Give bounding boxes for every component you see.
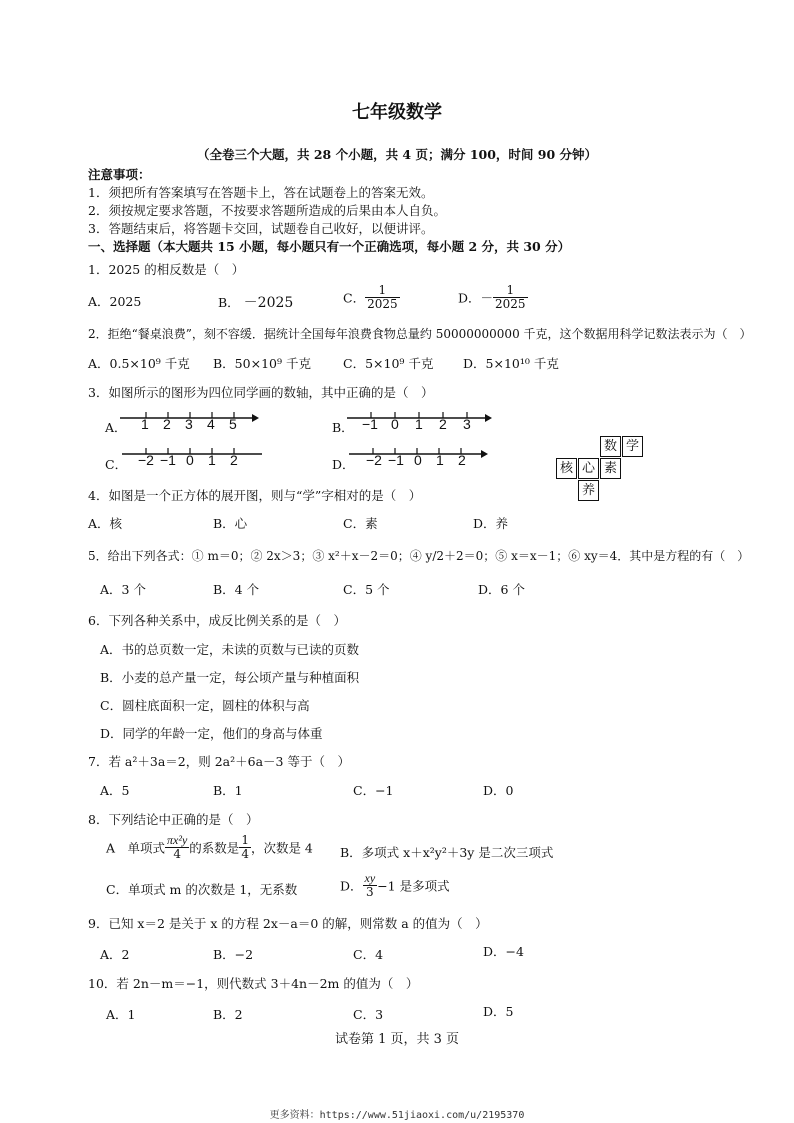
cube-face: 养	[578, 480, 599, 501]
q4-option-c: C．素	[343, 516, 378, 531]
q9-option-c: C．4	[353, 947, 384, 962]
q10-option-a: A．1	[106, 1007, 136, 1022]
question-8-stem: 8．下列结论中正确的是（ ）	[88, 812, 259, 827]
q8-option-b: B．多项式 x＋x²y²＋3y 是二次三项式	[340, 845, 554, 860]
q10-option-d: D．5	[483, 1004, 514, 1019]
cube-face: 素	[600, 458, 621, 479]
number-line-d-tick: 0	[414, 452, 422, 468]
cube-face: 学	[622, 436, 643, 457]
notice-item: 1．须把所有答案填写在答题卡上，答在试题卷上的答案无效。	[88, 185, 434, 200]
q9-option-b: B．−2	[213, 947, 254, 962]
q9-option-a: A．2	[100, 947, 130, 962]
cube-face: 心	[578, 458, 599, 479]
q4-option-d: D．养	[473, 516, 509, 531]
question-9-stem: 9．已知 x＝2 是关于 x 的方程 2x－a＝0 的解，则常数 a 的值为（ ）	[88, 916, 488, 931]
q8-option-d: D． $\frac{xy}{3}$ −1 是多项式	[340, 871, 450, 899]
q1-option-d: D．－ $\frac{1}{2025}$	[458, 283, 526, 311]
q4-option-a: A．核	[88, 516, 123, 531]
number-line-d-tick: 1	[436, 452, 444, 468]
question-4-stem: 4．如图是一个正方体的展开图，则与“学”字相对的是（ ）	[88, 488, 422, 503]
q3-option-c-label: C．	[105, 457, 128, 472]
question-2-stem: 2．拒绝“餐桌浪费”，刻不容缓．据统计全国每年浪费食物总量约 50000000000 千克，这个数据用科学记数法表示为（ ）	[88, 327, 752, 341]
number-line-d-tick: 2	[458, 452, 466, 468]
exam-info: （全卷三个大题，共 28 个小题，共 4 页；满分 100，时间 90 分钟）	[196, 147, 598, 162]
section-heading: 一、选择题（本大题共 15 小题，每小题只有一个正确选项，每小题 2 分，共 30 分）	[88, 239, 571, 254]
q2-option-c: C．5×10⁹ 千克	[343, 356, 434, 371]
q8-option-c: C．单项式 m 的次数是 1，无系数	[106, 882, 298, 897]
question-3-stem: 3．如图所示的图形为四位同学画的数轴，其中正确的是（ ）	[88, 385, 434, 400]
number-line-c-tick: −2	[138, 452, 154, 468]
question-6-stem: 6．下列各种关系中，成反比例关系的是（ ）	[88, 613, 346, 628]
q2-option-a: A．0.5×10⁹ 千克	[88, 356, 190, 371]
q3-option-b-label: B．	[332, 420, 354, 435]
question-1-stem: 1．2025 的相反数是（ ）	[88, 262, 245, 277]
number-line-b-tick: 0	[391, 416, 399, 432]
cube-face: 数	[600, 436, 621, 457]
q3-option-d-label: D．	[332, 457, 355, 472]
page-title: 七年级数学	[352, 102, 442, 123]
q1-option-b: B． －2025	[218, 295, 294, 311]
number-line-c-tick: 1	[208, 452, 216, 468]
question-10-stem: 10．若 2n－m＝−1，则代数式 3＋4n－2m 的值为（ ）	[88, 976, 419, 991]
number-line-a-tick: 1	[141, 416, 149, 432]
q6-option-b: B．小麦的总产量一定，每公顷产量与种植面积	[100, 670, 360, 685]
q6-option-c: C．圆柱底面积一定，圆柱的体积与高	[100, 698, 310, 713]
number-line-a-tick: 4	[207, 416, 215, 432]
question-7-stem: 7．若 a²＋3a＝2，则 2a²＋6a－3 等于（ ）	[88, 754, 350, 769]
number-line-a-tick: 2	[163, 416, 171, 432]
number-line-b-tick: −1	[362, 416, 378, 432]
q4-option-b: B．心	[213, 516, 248, 531]
q7-option-a: A．5	[100, 783, 130, 798]
number-line-b-tick: 3	[463, 416, 471, 432]
number-line-b-tick: 2	[439, 416, 447, 432]
number-line-c-tick: 0	[186, 452, 194, 468]
q6-option-d: D．同学的年龄一定，他们的身高与体重	[100, 726, 323, 741]
q1-option-c: C． $\frac{1}{2025}$	[343, 283, 398, 311]
q10-option-c: C．3	[353, 1007, 384, 1022]
q8-option-a: A 单项式 $\frac{\text{πx²y}}{4}$ 的系数是 $\frac{1}{4}$ ，次数是 4	[106, 833, 313, 861]
question-5-stem: 5．给出下列各式：① m＝0；② 2x＞3；③ x²＋x－2＝0；④ y/2＋2＝0；⑤ x＝x－1；⑥ xy＝4．其中是方程的有（ ）	[88, 549, 750, 563]
q9-option-d: D．−4	[483, 944, 524, 959]
q10-option-b: B．2	[213, 1007, 243, 1022]
q1-option-a: A．2025	[88, 294, 142, 309]
number-line-d-tick: −2	[366, 452, 382, 468]
number-line-b-tick: 1	[415, 416, 423, 432]
q5-option-a: A．3 个	[100, 582, 146, 597]
notice-heading: 注意事项：	[88, 167, 151, 182]
number-line-c-tick: −1	[160, 452, 176, 468]
q2-option-d: D．5×10¹⁰ 千克	[463, 356, 559, 371]
q7-option-d: D．0	[483, 783, 514, 798]
q6-option-a: A．书的总页数一定，未读的页数与已读的页数	[100, 642, 360, 657]
page-footer: 试卷第 1 页，共 3 页	[334, 1032, 460, 1047]
q5-option-c: C．5 个	[343, 582, 390, 597]
number-line-a-tick: 5	[229, 416, 237, 432]
q3-option-a-label: A．	[105, 420, 127, 435]
notice-item: 2．须按规定要求答题，不按要求答题所造成的后果由本人自负。	[88, 203, 446, 218]
q2-option-b: B．50×10⁹ 千克	[213, 356, 311, 371]
q5-option-b: B．4 个	[213, 582, 260, 597]
number-line-c-tick: 2	[230, 452, 238, 468]
q7-option-b: B．1	[213, 783, 243, 798]
q5-option-d: D．6 个	[478, 582, 525, 597]
notice-item: 3．答题结束后，将答题卡交回，试题卷自己收好，以便讲评。	[88, 221, 434, 236]
q7-option-c: C．−1	[353, 783, 394, 798]
source-link[interactable]: 更多资料：https://www.51jiaoxi.com/u/2195370	[269, 1110, 525, 1121]
cube-face: 核	[556, 458, 577, 479]
number-line-a-tick: 3	[185, 416, 193, 432]
number-line-d-tick: −1	[388, 452, 404, 468]
